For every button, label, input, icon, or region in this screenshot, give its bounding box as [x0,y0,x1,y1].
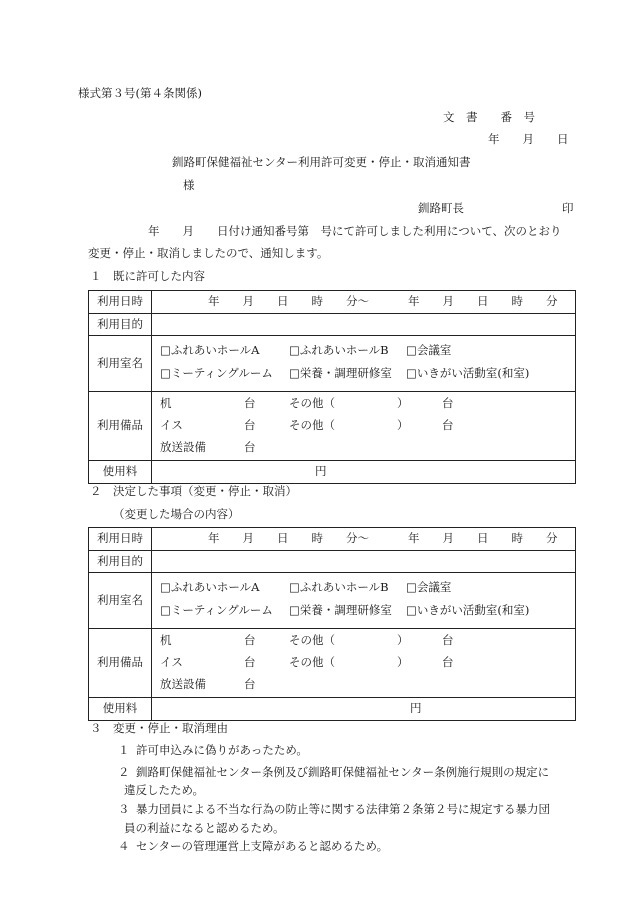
decided-content-table [88,527,576,721]
label-purpose: 利用目的 [89,314,152,336]
room-hall-a: □ふれあいホールA [160,580,260,594]
equip-pa-unit: 台 [244,440,256,454]
addressee-suffix: 様 [183,178,195,192]
equip-desk: 机 [160,396,172,410]
section-3-heading: ３ 変更・停止・取消理由 [90,721,228,735]
room-cooking: □栄養・調理研修室 [289,603,392,617]
equip-other-unit: 台 [442,396,454,410]
room-meeting-room: □ミーティングルーム [160,366,273,380]
permitted-content-table [88,290,576,484]
room-cooking: □栄養・調理研修室 [289,366,392,380]
reason-1-text: 許可申込みに偽りがあったため。 [136,743,308,757]
equip-desk-unit: 台 [244,633,256,647]
reason-4-number: ４ [118,839,130,853]
row-room [89,573,576,629]
reason-3-text-line1: 暴力団員による不当な行為の防止等に関する法律第２条第２号に規定する暴力団 [136,802,550,816]
purpose-value [152,314,576,336]
equip-pa-unit: 台 [244,677,256,691]
equip-other-open: その他（ [289,396,335,410]
reason-3-text-line2: 員の利益になると認めるため。 [124,821,285,835]
label-date: 利用日時 [89,528,152,551]
label-equipment: 利用備品 [89,392,152,461]
room-activity: □いきがい活動室(和室) [406,366,530,380]
label-purpose: 利用目的 [89,551,152,573]
row-purpose [89,551,576,573]
equip-other-close: ） [397,396,409,410]
row-fee [89,698,576,721]
label-fee: 使用料 [89,461,152,484]
equip-desk-unit: 台 [244,396,256,410]
equip-other-unit: 台 [442,633,454,647]
form-number: 様式第３号(第４条関係) [78,86,202,100]
equip-chair: イス [160,655,183,669]
label-date: 利用日時 [89,291,152,314]
equip-desk: 机 [160,633,172,647]
intro-line-1: 年 月 日付け通知番号第 号にて許可しました利用について、次のとおり [148,224,562,238]
seal-mark: 印 [562,201,574,215]
row-date [89,528,576,551]
row-purpose [89,314,576,336]
intro-line-2: 変更・停止・取消しましたので、通知します。 [88,246,329,260]
reason-1-number: １ [118,743,130,757]
section-1-heading: １ 既に許可した内容 [90,269,205,283]
document-number: 文 書 番 号 [443,110,535,124]
label-equipment: 利用備品 [89,629,152,698]
reason-3-number: ３ [118,802,130,816]
room-meeting-room: □ミーティングルーム [160,603,273,617]
issue-date: 年 月 日 [488,132,569,146]
date-to: 年 月 日 時 分 [408,531,558,545]
equip-other2-close: ） [397,418,409,432]
equip-chair: イス [160,418,183,432]
fee-yen: 円 [410,701,422,715]
equip-other-open: その他（ [289,633,335,647]
row-fee [89,461,576,484]
fee-yen: 円 [315,464,327,478]
room-meeting: □会議室 [406,343,452,357]
date-from: 年 月 日 時 分〜 [208,531,369,545]
label-room: 利用室名 [89,336,152,392]
equip-other2-unit: 台 [442,418,454,432]
room-activity: □いきがい活動室(和室) [406,603,530,617]
row-equipment [89,629,576,698]
room-meeting: □会議室 [406,580,452,594]
room-hall-b: □ふれあいホールB [289,580,389,594]
document-title: 釧路町保健福祉センター利用許可変更・停止・取消通知書 [172,155,471,169]
equip-pa: 放送設備 [160,440,206,454]
equip-chair-unit: 台 [244,418,256,432]
reason-4-text: センターの管理運営上支障があると認めるため。 [136,839,389,853]
equip-pa: 放送設備 [160,677,206,691]
purpose-value [152,551,576,573]
row-date [89,291,576,314]
date-from: 年 月 日 時 分〜 [208,294,369,308]
reason-2-number: ２ [118,765,130,779]
room-hall-b: □ふれあいホールB [289,343,389,357]
equip-other-close: ） [397,633,409,647]
equip-other2-unit: 台 [442,655,454,669]
date-to: 年 月 日 時 分 [408,294,558,308]
equip-other2-open: その他（ [289,655,335,669]
row-equipment [89,392,576,461]
equip-other2-open: その他（ [289,418,335,432]
room-hall-a: □ふれあいホールA [160,343,260,357]
issuer-name: 釧路町長 [418,201,464,215]
label-room: 利用室名 [89,573,152,629]
reason-2-text-line2: 違反したため。 [124,783,205,797]
reason-2-text-line1: 釧路町保健福祉センター条例及び釧路町保健福祉センター条例施行規則の規定に [136,765,550,779]
section-2-sub: （変更した場合の内容） [113,507,240,521]
equip-other2-close: ） [397,655,409,669]
label-fee: 使用料 [89,698,152,721]
equip-chair-unit: 台 [244,655,256,669]
row-room [89,336,576,392]
section-2-heading: ２ 決定した事項（変更・停止・取消） [90,484,297,498]
